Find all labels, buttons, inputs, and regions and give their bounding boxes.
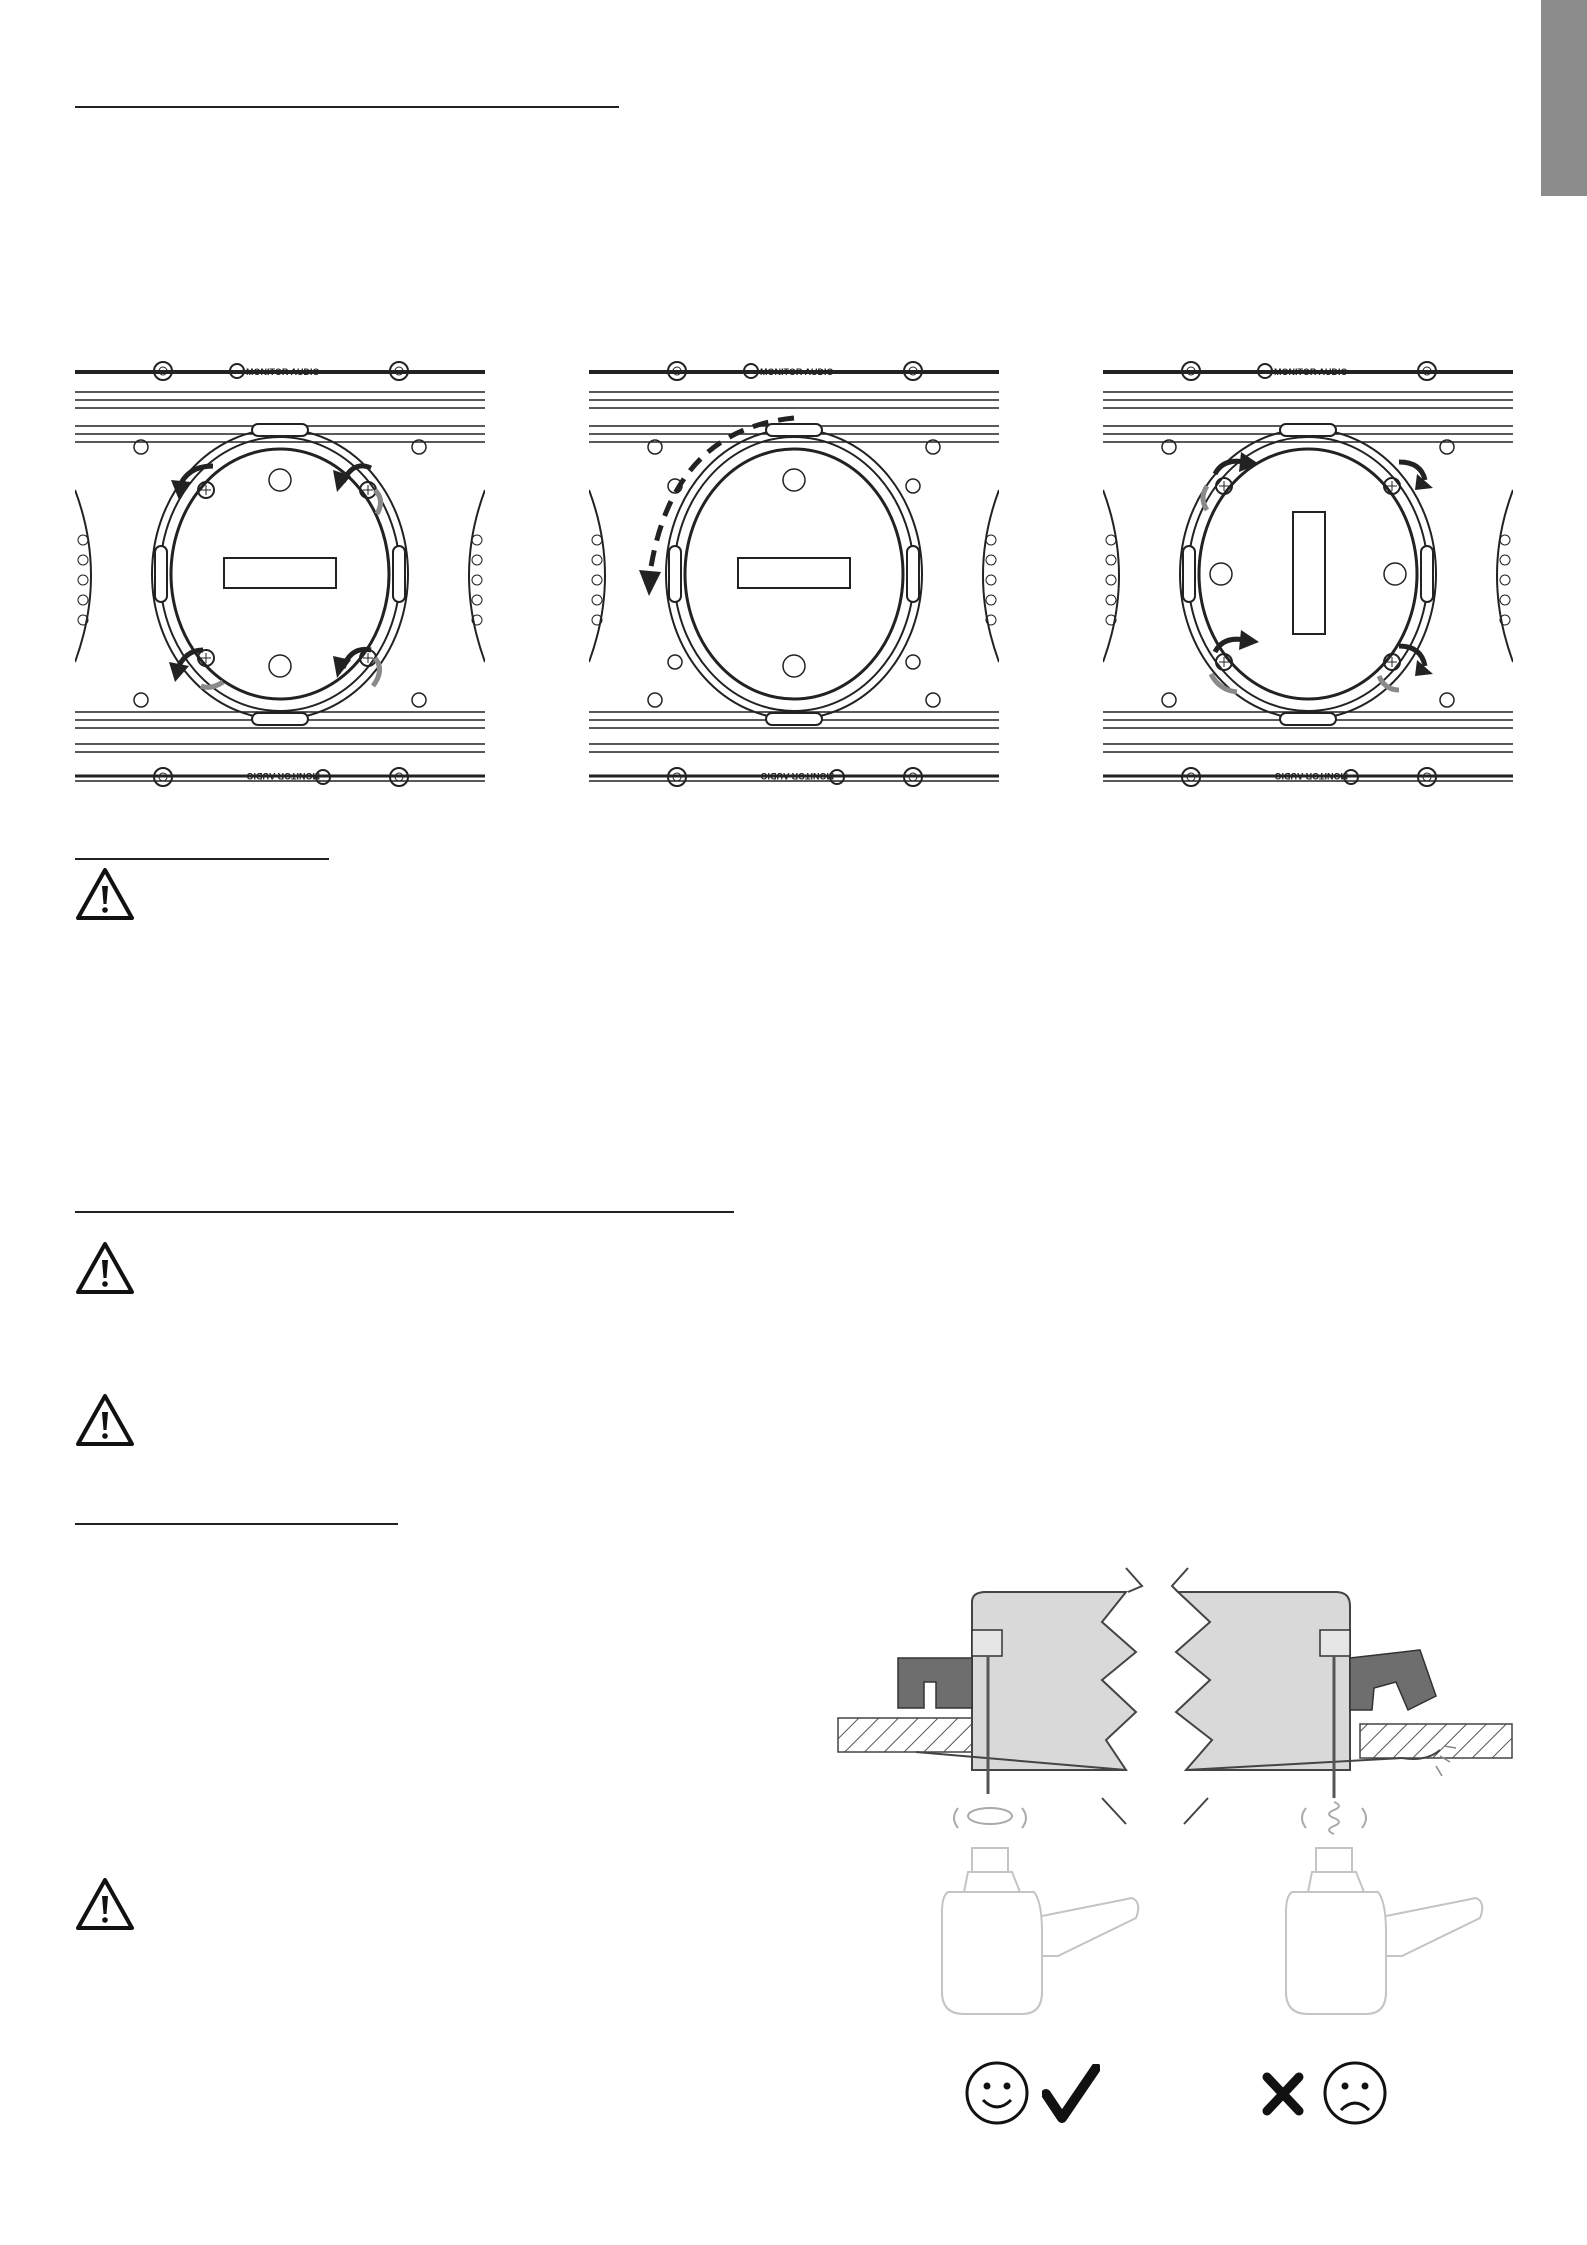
figure-drill-torque-comparison: [836, 1562, 1516, 2027]
section-tab-marker: [1541, 0, 1587, 196]
smile-icon: [964, 2060, 1030, 2126]
check-icon: [1042, 2064, 1100, 2124]
warning-icon: [74, 1240, 136, 1296]
logo-text: MONITOR AUDIO: [760, 771, 834, 781]
section-rule-2: [75, 858, 329, 860]
figure-panel-release-clamps: [75, 340, 485, 802]
cross-icon: [1262, 2072, 1304, 2116]
section-rule-4: [75, 1523, 398, 1525]
logo-text: MONITOR AUDIO: [246, 367, 320, 377]
warning-icon: [74, 866, 136, 922]
figure-panel-rotate-grille: [589, 340, 999, 802]
warning-icon: [74, 1876, 136, 1932]
logo-text: MONITOR AUDIO: [246, 771, 320, 781]
logo-text: MONITOR AUDIO: [1274, 771, 1348, 781]
section-rule-3: [75, 1211, 734, 1213]
section-rule-1: [75, 106, 619, 108]
figure-panel-tighten-clamps: [1103, 340, 1513, 802]
logo-text: MONITOR AUDIO: [760, 367, 834, 377]
frown-icon: [1322, 2060, 1388, 2126]
logo-text: MONITOR AUDIO: [1274, 367, 1348, 377]
warning-icon: [74, 1392, 136, 1448]
